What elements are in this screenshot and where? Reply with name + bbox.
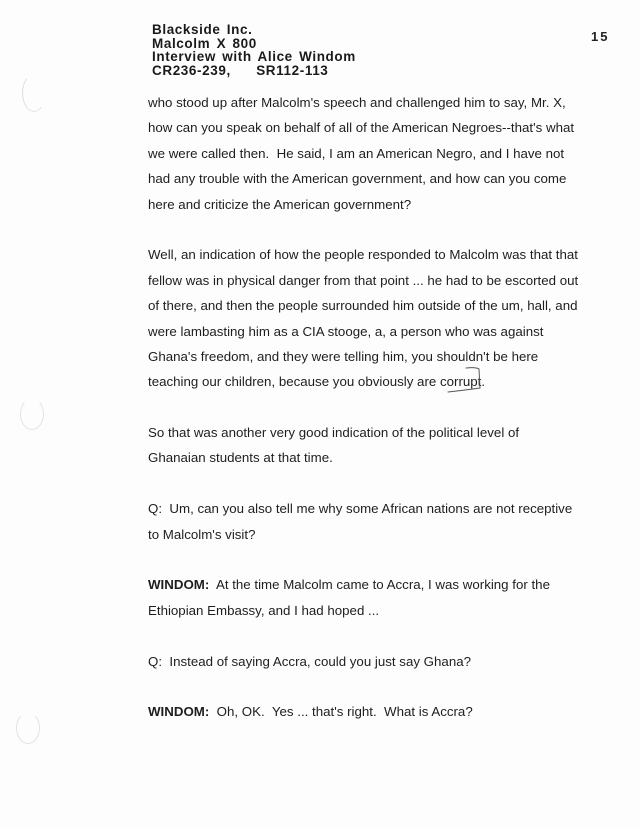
- text-line: were lambasting him as a CIA stooge, a, a person who was against: [148, 323, 544, 339]
- text-line: had any trouble with the American government, and how can you come: [148, 171, 567, 187]
- question-paragraph: [148, 649, 588, 674]
- text-line: we were called then. He said, I am an American Negro, and I have not: [148, 145, 565, 161]
- text-line: Q: Um, can you also tell me why some African nations are not receptive: [148, 501, 573, 517]
- transcript-body: [148, 90, 588, 725]
- paragraph-gap: [148, 547, 588, 572]
- paragraph-gap: [148, 674, 588, 699]
- speaker-label: WINDOM:: [148, 704, 210, 720]
- answer-paragraph: [148, 572, 588, 623]
- header-interview-title: Interview with Alice Windom: [152, 49, 356, 64]
- line-text: Oh, OK. Yes ... that's right. What is Accra?: [209, 704, 473, 720]
- text-line: here and criticize the American government?: [148, 196, 412, 212]
- text-line: Ghanaian students at that time.: [148, 450, 333, 466]
- header-reel-codes: CR236-239, SR112-113: [152, 62, 329, 78]
- paragraph-gap: [148, 395, 588, 420]
- text-line: [148, 572, 588, 597]
- text-line: to Malcolm's visit?: [148, 526, 256, 542]
- text-line: Ghana's freedom, and they were telling him, you shouldn't be here: [148, 348, 539, 364]
- text-line: how can you speak on behalf of all of the American Negroes--that's what: [148, 120, 575, 136]
- handwritten-bracket-mark: [446, 366, 484, 396]
- page-number: 15: [591, 29, 610, 44]
- paragraph: [148, 242, 588, 394]
- text-line: Ethiopian Embassy, and I had hoped ...: [148, 602, 380, 618]
- binder-hole-mark: [16, 712, 40, 744]
- paragraph-gap: [148, 471, 588, 496]
- binder-hole-mark: [20, 398, 44, 430]
- text-line: Well, an indication of how the people responded to Malcolm was that that: [148, 247, 578, 263]
- speaker-label: WINDOM:: [148, 577, 210, 593]
- paragraph: [148, 420, 588, 471]
- text-line: [148, 699, 588, 724]
- header-project: Malcolm X 800: [152, 35, 257, 51]
- text-line: Q: Instead of saying Accra, could you just say Ghana?: [148, 653, 472, 669]
- text-line: So that was another very good indication of the political level of: [148, 425, 520, 441]
- text-line: who stood up after Malcolm's speech and challenged him to say, Mr. X,: [148, 95, 566, 110]
- line-text: At the time Malcolm came to Accra, I was working for the: [209, 577, 550, 593]
- paragraph: [148, 90, 588, 217]
- text-line: of there, and then the people surrounded him outside of the um, hall, and: [148, 298, 578, 314]
- text-line: fellow was in physical danger from that point ... he had to be escorted out: [148, 272, 579, 288]
- header-company: Blackside Inc.: [152, 22, 253, 37]
- binder-hole-mark: [22, 74, 46, 112]
- paragraph-gap: [148, 217, 588, 242]
- paragraph-gap: [148, 623, 588, 648]
- text-line: teaching our children, because you obviously are corrupt.: [148, 374, 486, 390]
- question-paragraph: [148, 496, 588, 547]
- document-header: [152, 23, 356, 77]
- answer-paragraph: [148, 699, 588, 724]
